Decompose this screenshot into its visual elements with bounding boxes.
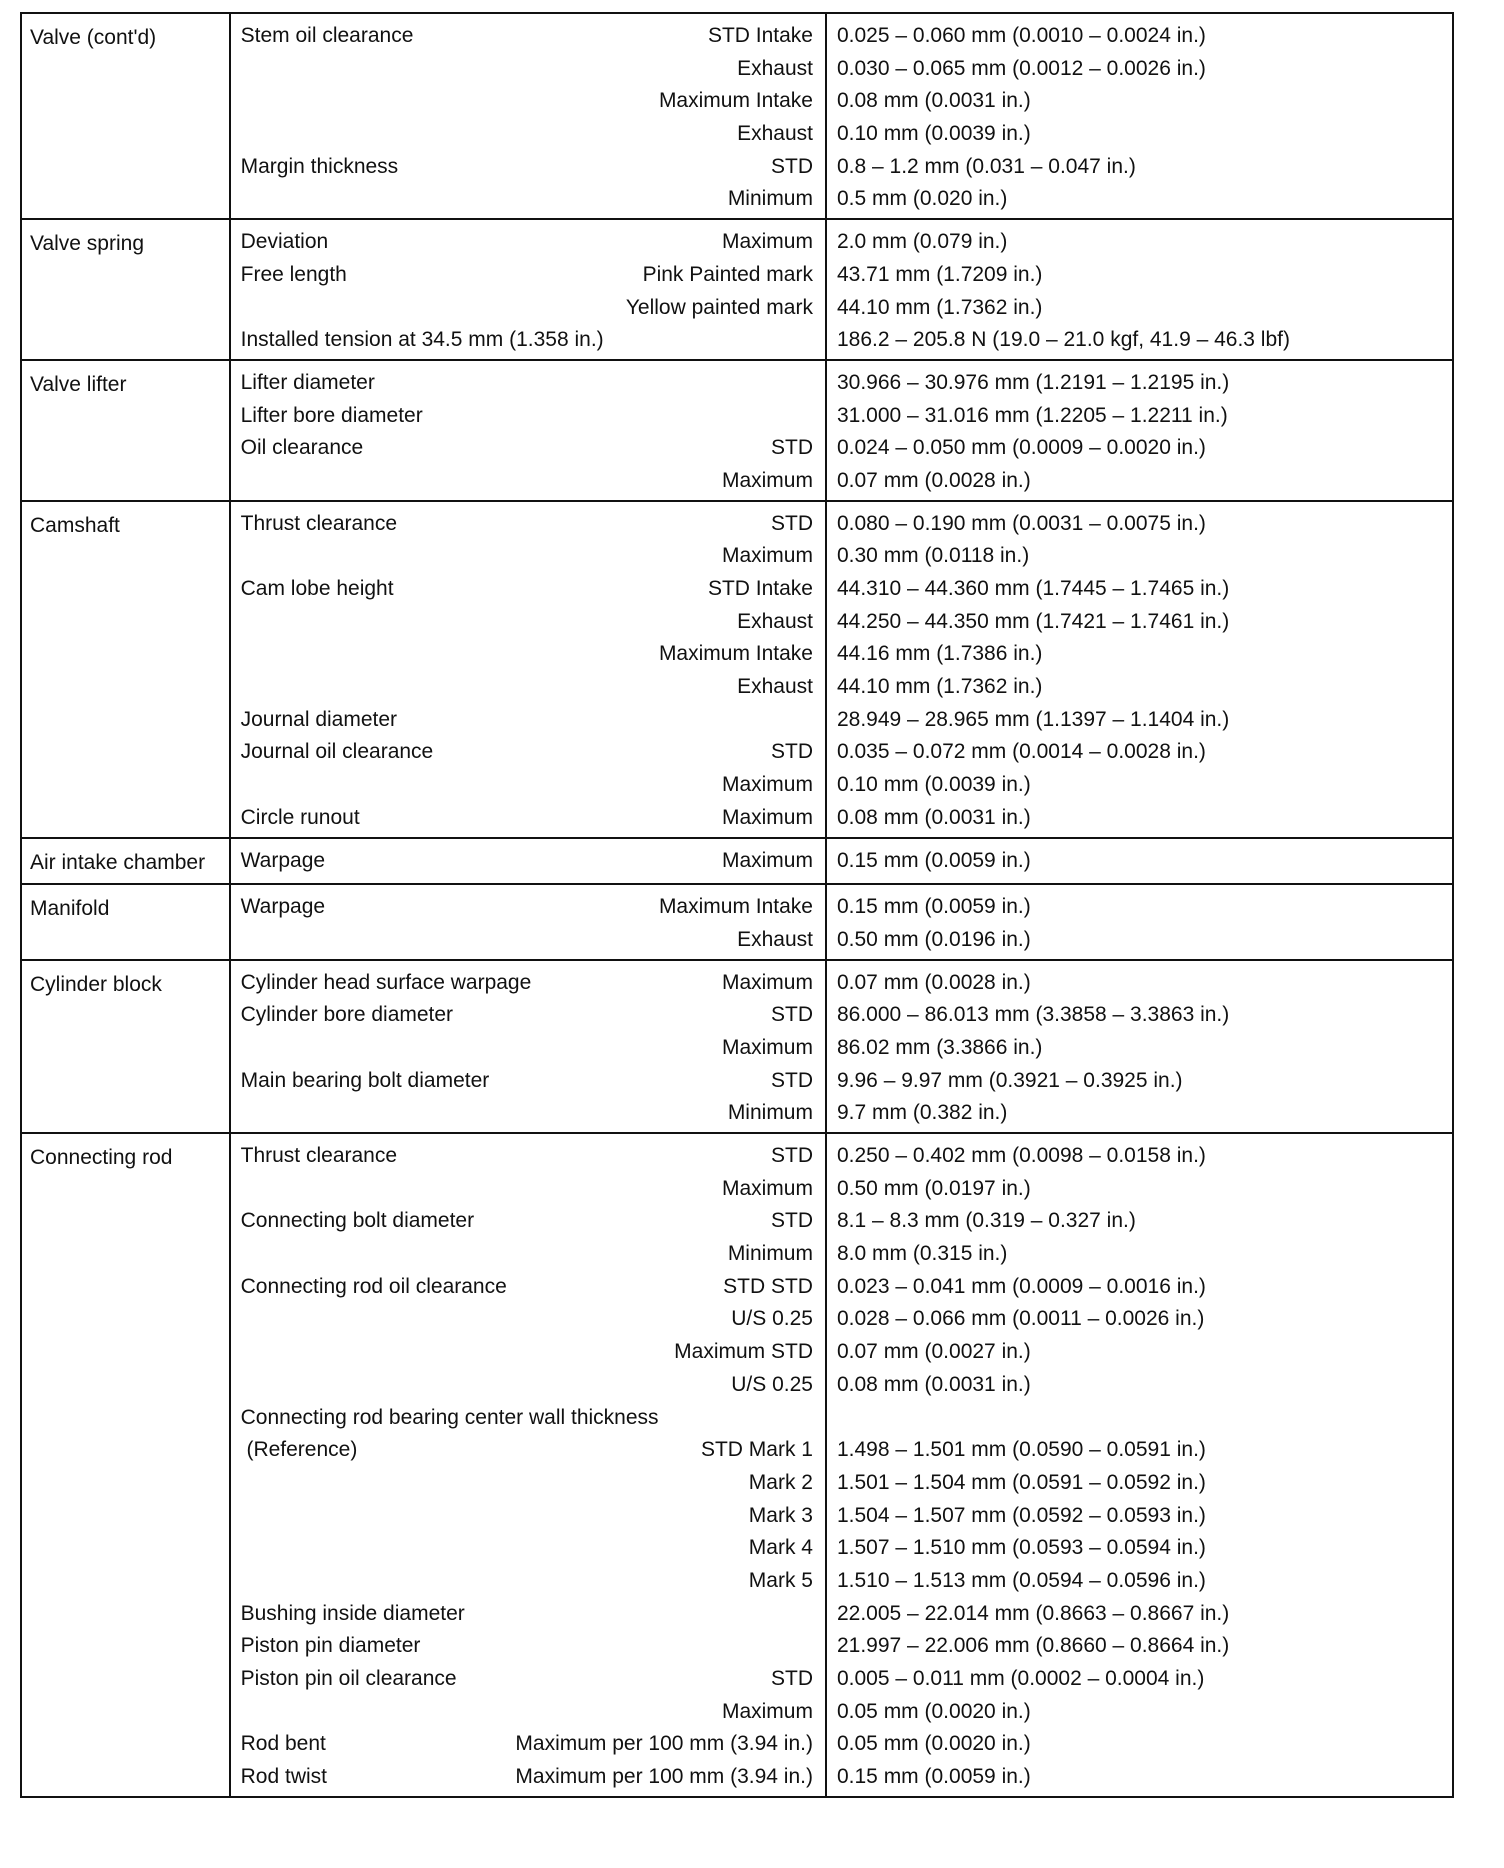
spec-value: 0.07 mm (0.0027 in.) bbox=[836, 1340, 1031, 1364]
spec-qualifier: STD Intake bbox=[707, 577, 813, 600]
spec-value bbox=[827, 1402, 1452, 1435]
spec-value: 0.5 mm (0.020 in.) bbox=[836, 187, 1008, 211]
spec-label bbox=[241, 1696, 722, 1729]
spec-value: 44.310 – 44.360 mm (1.7445 – 1.7465 in.) bbox=[836, 577, 1230, 600]
spec-line bbox=[231, 1032, 825, 1065]
spec-qualifier: Maximum bbox=[721, 1035, 813, 1059]
spec-qualifier: STD bbox=[770, 1209, 813, 1233]
spec-line bbox=[231, 1369, 825, 1402]
section-row bbox=[21, 884, 1453, 959]
spec-line bbox=[231, 845, 825, 878]
spec-qualifier: STD bbox=[770, 1003, 813, 1027]
spec-value: 0.07 mm (0.0028 in.) bbox=[836, 468, 1031, 492]
spec-qualifier: Maximum Intake bbox=[658, 642, 813, 666]
spec-value: 0.30 mm (0.0118 in.) bbox=[836, 544, 1030, 568]
spec-label: Stem oil clearance bbox=[240, 24, 414, 47]
spec-label: Piston pin oil clearance bbox=[240, 1667, 457, 1691]
spec-qualifier: STD bbox=[770, 1068, 813, 1092]
spec-line bbox=[231, 606, 825, 639]
value-cell bbox=[826, 884, 1453, 959]
spec-label bbox=[241, 606, 737, 639]
value-cell bbox=[826, 501, 1453, 838]
spec-line bbox=[231, 967, 825, 1000]
spec-qualifier: Mark 2 bbox=[748, 1470, 813, 1494]
spec-value: 0.080 – 0.190 mm (0.0031 – 0.0075 in.) bbox=[836, 511, 1206, 535]
section-row bbox=[21, 501, 1453, 838]
spec-value: 0.08 mm (0.0031 in.) bbox=[836, 1372, 1031, 1396]
spec-line bbox=[231, 20, 825, 53]
item-cell bbox=[230, 960, 826, 1133]
spec-label bbox=[241, 638, 659, 671]
spec-line bbox=[231, 1097, 825, 1130]
spec-label: Warpage bbox=[240, 895, 326, 919]
section-row bbox=[21, 13, 1453, 219]
item-cell bbox=[230, 13, 826, 219]
spec-qualifier: STD bbox=[770, 436, 813, 460]
spec-qualifier: Maximum Intake bbox=[658, 89, 813, 113]
section-name: Valve (cont'd) bbox=[21, 13, 230, 219]
section-name: Valve lifter bbox=[21, 360, 230, 501]
item-cell bbox=[230, 360, 826, 501]
spec-line bbox=[231, 1728, 825, 1761]
spec-line bbox=[231, 671, 825, 704]
item-cell bbox=[230, 219, 826, 360]
spec-qualifier: Maximum bbox=[721, 468, 813, 492]
spec-qualifier: Maximum bbox=[721, 848, 813, 872]
spec-value: 0.8 – 1.2 mm (0.031 – 0.047 in.) bbox=[836, 154, 1136, 178]
spec-line bbox=[231, 1336, 825, 1369]
spec-qualifier: Maximum Intake bbox=[658, 895, 813, 919]
section-name: Valve spring bbox=[21, 219, 230, 360]
spec-qualifier: Maximum bbox=[721, 1176, 813, 1200]
spec-line bbox=[231, 769, 825, 802]
spec-label bbox=[241, 292, 626, 325]
spec-qualifier: Exhaust bbox=[737, 56, 813, 80]
spec-value: 9.7 mm (0.382 in.) bbox=[836, 1101, 1008, 1125]
spec-value: 21.997 – 22.006 mm (0.8660 – 0.8664 in.) bbox=[836, 1634, 1230, 1658]
spec-label: Connecting bolt diameter bbox=[240, 1209, 475, 1233]
spec-value: 0.024 – 0.050 mm (0.0009 – 0.0020 in.) bbox=[836, 436, 1206, 460]
spec-value: 186.2 – 205.8 N (19.0 – 21.0 kgf, 41.9 – 46.3 lbf) bbox=[836, 328, 1290, 352]
spec-label: Journal diameter bbox=[240, 707, 398, 731]
spec-value: 0.50 mm (0.0197 in.) bbox=[836, 1176, 1031, 1200]
spec-label: Oil clearance bbox=[240, 436, 364, 460]
spec-line bbox=[231, 324, 825, 357]
spec-line bbox=[231, 1500, 825, 1533]
spec-qualifier: STD bbox=[770, 740, 813, 764]
spec-qualifier: Maximum per 100 mm (3.94 in.) bbox=[515, 1732, 813, 1756]
spec-label: Cylinder head surface warpage bbox=[240, 970, 532, 994]
spec-qualifier: Minimum bbox=[727, 1101, 813, 1125]
spec-line bbox=[231, 53, 825, 86]
spec-qualifier: STD bbox=[770, 154, 813, 178]
spec-line bbox=[231, 292, 825, 325]
spec-line bbox=[231, 465, 825, 498]
spec-label bbox=[241, 85, 659, 118]
spec-line bbox=[231, 924, 825, 957]
spec-value: 0.030 – 0.065 mm (0.0012 – 0.0026 in.) bbox=[836, 56, 1206, 80]
spec-qualifier: Minimum bbox=[727, 187, 813, 211]
spec-line bbox=[231, 1598, 825, 1631]
spec-label bbox=[241, 1303, 732, 1336]
spec-value: 0.025 – 0.060 mm (0.0010 – 0.0024 in.) bbox=[836, 24, 1206, 47]
spec-value: 44.10 mm (1.7362 in.) bbox=[836, 675, 1043, 699]
spec-line bbox=[231, 151, 825, 184]
spec-line bbox=[231, 1434, 825, 1467]
spec-qualifier: Maximum bbox=[721, 544, 813, 568]
spec-label bbox=[241, 1097, 728, 1130]
spec-line bbox=[231, 802, 825, 835]
spec-value: 2.0 mm (0.079 in.) bbox=[836, 230, 1008, 254]
spec-label bbox=[241, 118, 737, 151]
spec-qualifier: STD Intake bbox=[707, 24, 813, 47]
spec-line bbox=[231, 704, 825, 737]
spec-label bbox=[241, 183, 728, 216]
spec-value: 0.250 – 0.402 mm (0.0098 – 0.0158 in.) bbox=[836, 1144, 1206, 1168]
section-row bbox=[21, 360, 1453, 501]
spec-qualifier: Mark 5 bbox=[748, 1568, 813, 1592]
spec-line bbox=[231, 1303, 825, 1336]
spec-label: Thrust clearance bbox=[240, 511, 398, 535]
spec-value: 1.510 – 1.513 mm (0.0594 – 0.0596 in.) bbox=[836, 1568, 1206, 1592]
spec-line bbox=[231, 1696, 825, 1729]
spec-label: Thrust clearance bbox=[240, 1144, 398, 1168]
spec-qualifier: Mark 3 bbox=[748, 1503, 813, 1527]
spec-value: 28.949 – 28.965 mm (1.1397 – 1.1404 in.) bbox=[836, 707, 1230, 731]
spec-qualifier: Exhaust bbox=[737, 122, 813, 146]
spec-value: 0.15 mm (0.0059 in.) bbox=[836, 1765, 1031, 1789]
section-name: Cylinder block bbox=[21, 960, 230, 1133]
spec-label: Rod bent bbox=[240, 1732, 326, 1756]
spec-label: Lifter bore diameter bbox=[240, 403, 423, 427]
spec-line bbox=[231, 573, 825, 606]
spec-label bbox=[241, 1336, 675, 1369]
spec-label: Main bearing bolt diameter bbox=[240, 1068, 490, 1092]
spec-line bbox=[231, 736, 825, 769]
spec-qualifier: Maximum per 100 mm (3.94 in.) bbox=[515, 1765, 813, 1789]
section-row bbox=[21, 838, 1453, 885]
spec-line bbox=[231, 183, 825, 216]
spec-value: 0.08 mm (0.0031 in.) bbox=[836, 805, 1031, 829]
spec-qualifier: Mark 4 bbox=[748, 1536, 813, 1560]
spec-line bbox=[231, 85, 825, 118]
section-name: Air intake chamber bbox=[21, 838, 230, 885]
spec-line bbox=[231, 638, 825, 671]
spec-label bbox=[241, 1467, 749, 1500]
spec-value: 0.15 mm (0.0059 in.) bbox=[836, 895, 1031, 919]
spec-value: 0.10 mm (0.0039 in.) bbox=[836, 122, 1031, 146]
spec-value: 8.1 – 8.3 mm (0.319 – 0.327 in.) bbox=[836, 1209, 1136, 1233]
item-cell bbox=[230, 1133, 826, 1797]
spec-line bbox=[231, 540, 825, 573]
spec-value: 9.96 – 9.97 mm (0.3921 – 0.3925 in.) bbox=[836, 1068, 1183, 1092]
spec-label: Installed tension at 34.5 mm (1.358 in.) bbox=[240, 328, 604, 352]
spec-label: Journal oil clearance bbox=[240, 740, 434, 764]
spec-value: 8.0 mm (0.315 in.) bbox=[836, 1242, 1008, 1266]
spec-label: Cam lobe height bbox=[240, 577, 394, 600]
spec-label: Free length bbox=[240, 262, 347, 286]
spec-qualifier: STD bbox=[770, 1667, 813, 1691]
spec-value: 1.498 – 1.501 mm (0.0590 – 0.0591 in.) bbox=[836, 1438, 1206, 1462]
spec-line bbox=[231, 1761, 825, 1794]
spec-value: 22.005 – 22.014 mm (0.8663 – 0.8667 in.) bbox=[836, 1601, 1230, 1625]
spec-qualifier: STD STD bbox=[723, 1274, 813, 1298]
value-cell bbox=[826, 838, 1453, 885]
spec-value: 1.504 – 1.507 mm (0.0592 – 0.0593 in.) bbox=[836, 1503, 1206, 1527]
spec-value: 86.02 mm (3.3866 in.) bbox=[836, 1035, 1043, 1059]
spec-label bbox=[241, 53, 737, 86]
spec-label: Margin thickness bbox=[240, 154, 399, 178]
spec-label: Circle runout bbox=[240, 805, 360, 829]
spec-line bbox=[231, 1630, 825, 1663]
spec-value: 0.07 mm (0.0028 in.) bbox=[836, 970, 1031, 994]
value-cell bbox=[826, 1133, 1453, 1797]
spec-qualifier: U/S 0.25 bbox=[731, 1372, 813, 1396]
spec-qualifier: Maximum STD bbox=[674, 1340, 813, 1364]
spec-line bbox=[231, 1663, 825, 1696]
spec-label bbox=[241, 1565, 749, 1598]
section-name: Connecting rod bbox=[21, 1133, 230, 1797]
value-cell bbox=[826, 13, 1453, 219]
spec-line bbox=[231, 259, 825, 292]
spec-label bbox=[241, 924, 737, 957]
spec-label bbox=[241, 465, 722, 498]
section-row bbox=[21, 219, 1453, 360]
spec-qualifier: STD bbox=[770, 1144, 813, 1168]
spec-label: Cylinder bore diameter bbox=[240, 1003, 454, 1027]
section-row bbox=[21, 1133, 1453, 1797]
spec-qualifier: Exhaust bbox=[737, 927, 813, 951]
spec-value: 31.000 – 31.016 mm (1.2205 – 1.2211 in.) bbox=[836, 403, 1228, 427]
spec-line bbox=[231, 891, 825, 924]
spec-line bbox=[231, 1065, 825, 1098]
spec-line bbox=[231, 1271, 825, 1304]
spec-qualifier: U/S 0.25 bbox=[731, 1307, 813, 1331]
spec-qualifier: Maximum bbox=[721, 970, 813, 994]
spec-qualifier: Exhaust bbox=[737, 675, 813, 699]
spec-value: 0.05 mm (0.0020 in.) bbox=[836, 1732, 1031, 1756]
spec-value: 44.16 mm (1.7386 in.) bbox=[836, 642, 1043, 666]
spec-value: 0.08 mm (0.0031 in.) bbox=[836, 89, 1031, 113]
spec-qualifier: STD Mark 1 bbox=[700, 1438, 813, 1462]
spec-value: 44.10 mm (1.7362 in.) bbox=[836, 295, 1043, 319]
spec-qualifier: STD bbox=[770, 511, 813, 535]
spec-value: 0.05 mm (0.0020 in.) bbox=[836, 1699, 1031, 1723]
spec-line bbox=[231, 1205, 825, 1238]
spec-line bbox=[231, 1238, 825, 1271]
spec-label bbox=[241, 1032, 722, 1065]
spec-line bbox=[231, 1565, 825, 1598]
value-cell bbox=[826, 219, 1453, 360]
spec-label: Bushing inside diameter bbox=[240, 1601, 465, 1625]
spec-line bbox=[231, 432, 825, 465]
spec-line bbox=[231, 999, 825, 1032]
spec-value: 30.966 – 30.976 mm (1.2191 – 1.2195 in.) bbox=[836, 370, 1230, 394]
spec-value: 44.250 – 44.350 mm (1.7421 – 1.7461 in.) bbox=[836, 609, 1230, 633]
spec-line bbox=[231, 1402, 825, 1435]
item-cell bbox=[230, 884, 826, 959]
spec-value: 1.507 – 1.510 mm (0.0593 – 0.0594 in.) bbox=[836, 1536, 1206, 1560]
spec-qualifier: Maximum bbox=[721, 230, 813, 254]
spec-qualifier: Exhaust bbox=[737, 609, 813, 633]
spec-value: 0.028 – 0.066 mm (0.0011 – 0.0026 in.) bbox=[836, 1307, 1205, 1331]
spec-value: 43.71 mm (1.7209 in.) bbox=[836, 262, 1043, 286]
spec-qualifier: Yellow painted mark bbox=[625, 295, 813, 319]
spec-line bbox=[231, 400, 825, 433]
section-row bbox=[21, 960, 1453, 1133]
spec-label bbox=[241, 1238, 728, 1271]
value-cell bbox=[826, 960, 1453, 1133]
spec-label: Rod twist bbox=[240, 1765, 327, 1789]
spec-line bbox=[231, 367, 825, 400]
value-cell bbox=[826, 360, 1453, 501]
spec-qualifier: Pink Painted mark bbox=[642, 262, 813, 286]
spec-label bbox=[241, 769, 722, 802]
item-cell bbox=[230, 838, 826, 885]
spec-line bbox=[231, 1532, 825, 1565]
spec-label bbox=[241, 1532, 749, 1565]
spec-qualifier: Maximum bbox=[721, 1699, 813, 1723]
spec-value: 0.50 mm (0.0196 in.) bbox=[836, 927, 1031, 951]
spec-value: 1.501 – 1.504 mm (0.0591 – 0.0592 in.) bbox=[836, 1470, 1206, 1494]
spec-label bbox=[241, 671, 737, 704]
spec-label bbox=[241, 1173, 722, 1206]
spec-label: Deviation bbox=[240, 230, 329, 254]
spec-line bbox=[231, 1467, 825, 1500]
spec-qualifier: Maximum bbox=[721, 773, 813, 797]
spec-label bbox=[241, 540, 722, 573]
spec-line bbox=[231, 226, 825, 259]
spec-value: 0.023 – 0.041 mm (0.0009 – 0.0016 in.) bbox=[836, 1274, 1206, 1298]
spec-line bbox=[231, 1140, 825, 1173]
spec-label: Connecting rod oil clearance bbox=[240, 1274, 507, 1298]
spec-label: Lifter diameter bbox=[240, 370, 375, 394]
spec-label: Connecting rod bearing center wall thickness bbox=[240, 1405, 659, 1429]
spec-label: (Reference) bbox=[240, 1438, 358, 1462]
spec-label bbox=[241, 1369, 732, 1402]
spec-label: Warpage bbox=[240, 848, 326, 872]
item-cell bbox=[230, 501, 826, 838]
spec-qualifier: Minimum bbox=[727, 1242, 813, 1266]
section-name: Manifold bbox=[21, 884, 230, 959]
spec-value: 0.10 mm (0.0039 in.) bbox=[836, 773, 1031, 797]
spec-label bbox=[241, 1500, 749, 1533]
spec-line bbox=[231, 508, 825, 541]
spec-line bbox=[231, 1173, 825, 1206]
spec-line bbox=[231, 118, 825, 151]
spec-label: Piston pin diameter bbox=[240, 1634, 421, 1658]
spec-value: 0.005 – 0.011 mm (0.0002 – 0.0004 in.) bbox=[836, 1667, 1205, 1691]
spec-qualifier: Maximum bbox=[721, 805, 813, 829]
section-name: Camshaft bbox=[21, 501, 230, 838]
spec-value: 86.000 – 86.013 mm (3.3858 – 3.3863 in.) bbox=[836, 1003, 1230, 1027]
spec-table bbox=[20, 12, 1454, 1798]
spec-value: 0.15 mm (0.0059 in.) bbox=[836, 848, 1031, 872]
spec-value: 0.035 – 0.072 mm (0.0014 – 0.0028 in.) bbox=[836, 740, 1206, 764]
